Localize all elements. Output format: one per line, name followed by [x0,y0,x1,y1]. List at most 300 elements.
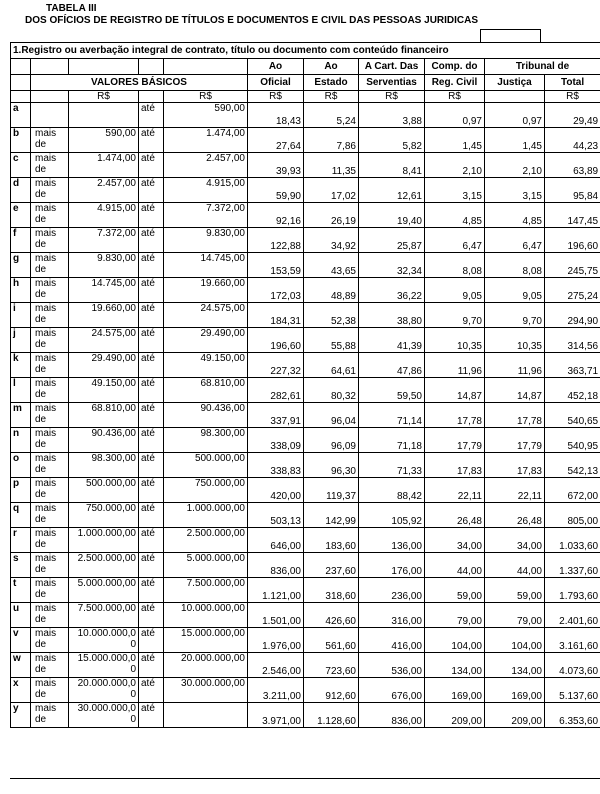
row-oficial: 27,64 [248,128,304,153]
row-tribunal: 22,11 [485,478,545,503]
currency-comp: R$ [425,91,485,103]
row-oficial: 196,60 [248,328,304,353]
row-total: 4.073,60 [545,653,600,678]
row-total: 540,65 [545,403,600,428]
row-estado: 48,89 [304,278,359,303]
table-row [11,578,600,603]
row-comp: 59,00 [425,578,485,603]
row-letter: q [11,503,31,528]
row-cart: 105,92 [359,503,425,528]
row-comp: 79,00 [425,603,485,628]
col-trib-bottom: Justiça [485,75,545,91]
row-from-value: 2.500.000,00 [69,553,139,578]
row-estado: 96,04 [304,403,359,428]
table-row [11,403,600,428]
row-total: 363,71 [545,353,600,378]
row-comp: 17,79 [425,428,485,453]
row-ate: até [139,578,164,603]
row-estado: 142,99 [304,503,359,528]
row-prefix: mais de [31,628,69,653]
row-estado: 64,61 [304,353,359,378]
row-tribunal: 134,00 [485,653,545,678]
row-ate: até [139,153,164,178]
row-cart: 676,00 [359,678,425,703]
row-from-value: 2.457,00 [69,178,139,203]
row-letter: b [11,128,31,153]
row-comp: 3,15 [425,178,485,203]
row-ate: até [139,478,164,503]
row-comp: 17,83 [425,453,485,478]
row-total: 2.401,60 [545,603,600,628]
row-oficial: 2.546,00 [248,653,304,678]
row-letter: l [11,378,31,403]
row-letter: g [11,253,31,278]
fee-table [10,42,600,728]
row-estado: 237,60 [304,553,359,578]
row-estado: 55,88 [304,328,359,353]
row-from-value: 19.660,00 [69,303,139,328]
table-row [11,378,600,403]
row-letter: y [11,703,31,728]
row-from-value: 9.830,00 [69,253,139,278]
row-total: 672,00 [545,478,600,503]
col-comp-bottom: Reg. Civil [425,75,485,91]
col-total-bottom: Total [545,75,600,91]
document-title: DOS OFÍCIOS DE REGISTRO DE TÍTULOS E DOCUMENTOS E CIVIL DAS PESSOAS JURIDICAS [25,14,478,27]
row-cart: 88,42 [359,478,425,503]
row-to-value: 68.810,00 [164,378,248,403]
row-oficial: 1.501,00 [248,603,304,628]
row-total: 1.033,60 [545,528,600,553]
row-comp: 1,45 [425,128,485,153]
row-tribunal: 79,00 [485,603,545,628]
row-letter: u [11,603,31,628]
table-row [11,678,600,703]
row-ate: até [139,328,164,353]
row-oficial: 1.976,00 [248,628,304,653]
row-to-value: 2.457,00 [164,153,248,178]
row-tribunal: 4,85 [485,203,545,228]
row-to-value: 98.300,00 [164,428,248,453]
row-prefix: mais de [31,153,69,178]
row-tribunal: 169,00 [485,678,545,703]
row-comp: 17,78 [425,403,485,428]
col-cart-bottom: Serventias [359,75,425,91]
row-cart: 316,00 [359,603,425,628]
row-to-value: 30.000.000,00 [164,678,248,703]
row-to-value: 14.745,00 [164,253,248,278]
row-total: 6.353,60 [545,703,600,728]
row-estado: 561,60 [304,628,359,653]
row-prefix: mais de [31,703,69,728]
row-letter: a [11,103,31,128]
row-from-value: 500.000,00 [69,478,139,503]
row-total: 29,49 [545,103,600,128]
row-comp: 34,00 [425,528,485,553]
row-prefix: mais de [31,303,69,328]
row-total: 147,45 [545,203,600,228]
row-total: 44,23 [545,128,600,153]
row-oficial: 338,83 [248,453,304,478]
row-tribunal: 209,00 [485,703,545,728]
row-cart: 59,50 [359,378,425,403]
row-to-value: 49.150,00 [164,353,248,378]
row-from-value: 10.000.000,0 0 [69,628,139,653]
row-cart: 71,18 [359,428,425,453]
row-prefix: mais de [31,678,69,703]
row-from-value: 98.300,00 [69,453,139,478]
row-oficial: 172,03 [248,278,304,303]
row-prefix [31,103,69,128]
section-row [11,43,600,59]
row-oficial: 227,32 [248,353,304,378]
row-to-value: 2.500.000,00 [164,528,248,553]
row-prefix: mais de [31,378,69,403]
row-estado: 723,60 [304,653,359,678]
row-to-value: 4.915,00 [164,178,248,203]
currency-total: R$ [545,91,600,103]
row-prefix: mais de [31,503,69,528]
row-from-value: 68.810,00 [69,403,139,428]
row-letter: r [11,528,31,553]
row-estado: 96,30 [304,453,359,478]
row-to-value: 15.000.000,00 [164,628,248,653]
row-cart: 41,39 [359,328,425,353]
row-cart: 12,61 [359,178,425,203]
currency-to: R$ [164,91,248,103]
row-total: 314,56 [545,328,600,353]
row-tribunal: 6,47 [485,228,545,253]
row-to-value: 19.660,00 [164,278,248,303]
row-total: 540,95 [545,428,600,453]
row-to-value: 5.000.000,00 [164,553,248,578]
currency-from: R$ [69,91,139,103]
row-oficial: 338,09 [248,428,304,453]
table-row [11,703,600,728]
row-letter: m [11,403,31,428]
row-comp: 11,96 [425,353,485,378]
row-from-value: 24.575,00 [69,328,139,353]
row-comp: 2,10 [425,153,485,178]
row-to-value: 750.000,00 [164,478,248,503]
row-tribunal: 17,79 [485,428,545,453]
row-comp: 26,48 [425,503,485,528]
col-estado-bottom: Estado [304,75,359,91]
row-oficial: 184,31 [248,303,304,328]
col-valores-basicos: VALORES BÁSICOS [31,75,248,91]
row-letter: x [11,678,31,703]
row-prefix: mais de [31,653,69,678]
row-tribunal: 8,08 [485,253,545,278]
row-comp: 0,97 [425,103,485,128]
table-row [11,553,600,578]
row-to-value: 1.474,00 [164,128,248,153]
row-tribunal: 26,48 [485,503,545,528]
row-prefix: mais de [31,228,69,253]
row-total: 245,75 [545,253,600,278]
row-ate: até [139,603,164,628]
row-prefix: mais de [31,328,69,353]
table-row [11,428,600,453]
row-comp: 6,47 [425,228,485,253]
row-cart: 36,22 [359,278,425,303]
row-prefix: mais de [31,603,69,628]
table-row [11,128,600,153]
row-comp: 10,35 [425,328,485,353]
row-estado: 1.128,60 [304,703,359,728]
row-letter: h [11,278,31,303]
row-comp: 22,11 [425,478,485,503]
row-prefix: mais de [31,453,69,478]
row-ate: até [139,253,164,278]
row-to-value: 590,00 [164,103,248,128]
col-comp-top: Comp. do [425,59,485,75]
row-ate: até [139,203,164,228]
table-row [11,653,600,678]
row-tribunal: 59,00 [485,578,545,603]
row-cart: 71,33 [359,453,425,478]
row-tribunal: 1,45 [485,128,545,153]
currency-estado: R$ [304,91,359,103]
row-cart: 176,00 [359,553,425,578]
table-row [11,103,600,128]
row-oficial: 153,59 [248,253,304,278]
row-cart: 3,88 [359,103,425,128]
row-letter: s [11,553,31,578]
row-ate: até [139,278,164,303]
row-oficial: 92,16 [248,203,304,228]
row-estado: 43,65 [304,253,359,278]
row-comp: 134,00 [425,653,485,678]
row-cart: 136,00 [359,528,425,553]
row-ate: até [139,453,164,478]
row-estado: 11,35 [304,153,359,178]
row-estado: 26,19 [304,203,359,228]
row-from-value: 7.372,00 [69,228,139,253]
row-estado: 17,02 [304,178,359,203]
row-prefix: mais de [31,553,69,578]
row-letter: f [11,228,31,253]
row-total: 3.161,60 [545,628,600,653]
row-from-value: 14.745,00 [69,278,139,303]
row-comp: 8,08 [425,253,485,278]
row-total: 805,00 [545,503,600,528]
row-comp: 14,87 [425,378,485,403]
row-prefix: mais de [31,278,69,303]
table-row [11,478,600,503]
table-label: TABELA III [46,3,97,15]
row-from-value: 15.000.000,0 0 [69,653,139,678]
row-cart: 19,40 [359,203,425,228]
row-ate: até [139,628,164,653]
row-to-value: 7.372,00 [164,203,248,228]
row-tribunal: 9,70 [485,303,545,328]
row-cart: 236,00 [359,578,425,603]
row-oficial: 1.121,00 [248,578,304,603]
table-row [11,328,600,353]
header-row-bottom [11,75,600,91]
row-letter: d [11,178,31,203]
row-letter: k [11,353,31,378]
row-tribunal: 2,10 [485,153,545,178]
row-comp: 44,00 [425,553,485,578]
row-oficial: 18,43 [248,103,304,128]
col-cart-top: A Cart. Das [359,59,425,75]
row-letter: i [11,303,31,328]
row-prefix: mais de [31,478,69,503]
row-letter: c [11,153,31,178]
row-letter: n [11,428,31,453]
col-trib-top: Tribunal de [485,59,600,75]
row-estado: 912,60 [304,678,359,703]
currency-cart: R$ [359,91,425,103]
row-cart: 836,00 [359,703,425,728]
row-total: 95,84 [545,178,600,203]
row-cart: 25,87 [359,228,425,253]
table-row [11,203,600,228]
table-row [11,228,600,253]
table-row [11,528,600,553]
row-estado: 96,09 [304,428,359,453]
row-from-value: 590,00 [69,128,139,153]
row-cart: 32,34 [359,253,425,278]
row-tribunal: 11,96 [485,353,545,378]
row-to-value: 500.000,00 [164,453,248,478]
table-row [11,603,600,628]
row-ate: até [139,653,164,678]
table-row [11,253,600,278]
row-total: 63,89 [545,153,600,178]
row-total: 1.337,60 [545,553,600,578]
row-from-value: 90.436,00 [69,428,139,453]
row-ate: até [139,528,164,553]
section-title: 1.Registro ou averbação integral de contrato, título ou documento com conteúdo financeiro [11,43,600,59]
row-ate: até [139,178,164,203]
row-prefix: mais de [31,353,69,378]
row-letter: e [11,203,31,228]
row-oficial: 59,90 [248,178,304,203]
table-row [11,153,600,178]
row-letter: p [11,478,31,503]
row-oficial: 503,13 [248,503,304,528]
row-ate: até [139,303,164,328]
row-ate: até [139,353,164,378]
row-total: 1.793,60 [545,578,600,603]
table-row [11,278,600,303]
currency-oficial: R$ [248,91,304,103]
row-ate: até [139,428,164,453]
row-estado: 318,60 [304,578,359,603]
row-comp: 209,00 [425,703,485,728]
row-tribunal: 17,78 [485,403,545,428]
table-row [11,628,600,653]
row-cart: 71,14 [359,403,425,428]
row-from-value: 49.150,00 [69,378,139,403]
table-row [11,303,600,328]
row-oficial: 337,91 [248,403,304,428]
row-prefix: mais de [31,203,69,228]
row-to-value [164,703,248,728]
row-to-value: 1.000.000,00 [164,503,248,528]
row-oficial: 836,00 [248,553,304,578]
row-prefix: mais de [31,178,69,203]
row-estado: 7,86 [304,128,359,153]
row-tribunal: 0,97 [485,103,545,128]
row-from-value: 4.915,00 [69,203,139,228]
table-row [11,453,600,478]
row-from-value: 30.000.000,0 0 [69,703,139,728]
row-cart: 536,00 [359,653,425,678]
row-comp: 169,00 [425,678,485,703]
row-ate: até [139,503,164,528]
page-bottom-rule [10,778,600,794]
row-to-value: 10.000.000,00 [164,603,248,628]
row-total: 275,24 [545,278,600,303]
row-ate: até [139,553,164,578]
row-ate: até [139,228,164,253]
row-letter: o [11,453,31,478]
row-estado: 119,37 [304,478,359,503]
row-total: 5.137,60 [545,678,600,703]
row-prefix: mais de [31,128,69,153]
row-prefix: mais de [31,428,69,453]
row-oficial: 646,00 [248,528,304,553]
table-row [11,353,600,378]
row-comp: 4,85 [425,203,485,228]
row-from-value: 5.000.000,00 [69,578,139,603]
row-from-value: 7.500.000,00 [69,603,139,628]
table-row [11,503,600,528]
col-oficial-bottom: Oficial [248,75,304,91]
row-tribunal: 104,00 [485,628,545,653]
row-to-value: 29.490,00 [164,328,248,353]
row-oficial: 3.971,00 [248,703,304,728]
header-row-top [11,59,600,75]
row-estado: 5,24 [304,103,359,128]
row-tribunal: 44,00 [485,553,545,578]
row-tribunal: 17,83 [485,453,545,478]
row-from-value: 29.490,00 [69,353,139,378]
row-estado: 80,32 [304,378,359,403]
row-letter: v [11,628,31,653]
row-ate: até [139,103,164,128]
row-to-value: 24.575,00 [164,303,248,328]
row-estado: 426,60 [304,603,359,628]
row-oficial: 3.211,00 [248,678,304,703]
row-to-value: 20.000.000,00 [164,653,248,678]
row-oficial: 39,93 [248,153,304,178]
row-ate: até [139,378,164,403]
header-grid-cell [480,29,541,43]
row-from-value: 1.000.000,00 [69,528,139,553]
row-prefix: mais de [31,253,69,278]
row-ate: até [139,678,164,703]
currency-row [11,91,600,103]
row-from-value: 20.000.000,0 0 [69,678,139,703]
row-letter: t [11,578,31,603]
row-tribunal: 3,15 [485,178,545,203]
row-letter: j [11,328,31,353]
row-tribunal: 14,87 [485,378,545,403]
row-estado: 183,60 [304,528,359,553]
col-oficial-top: Ao [248,59,304,75]
row-oficial: 282,61 [248,378,304,403]
col-estado-top: Ao [304,59,359,75]
row-to-value: 90.436,00 [164,403,248,428]
row-ate: até [139,703,164,728]
row-cart: 38,80 [359,303,425,328]
row-cart: 47,86 [359,353,425,378]
